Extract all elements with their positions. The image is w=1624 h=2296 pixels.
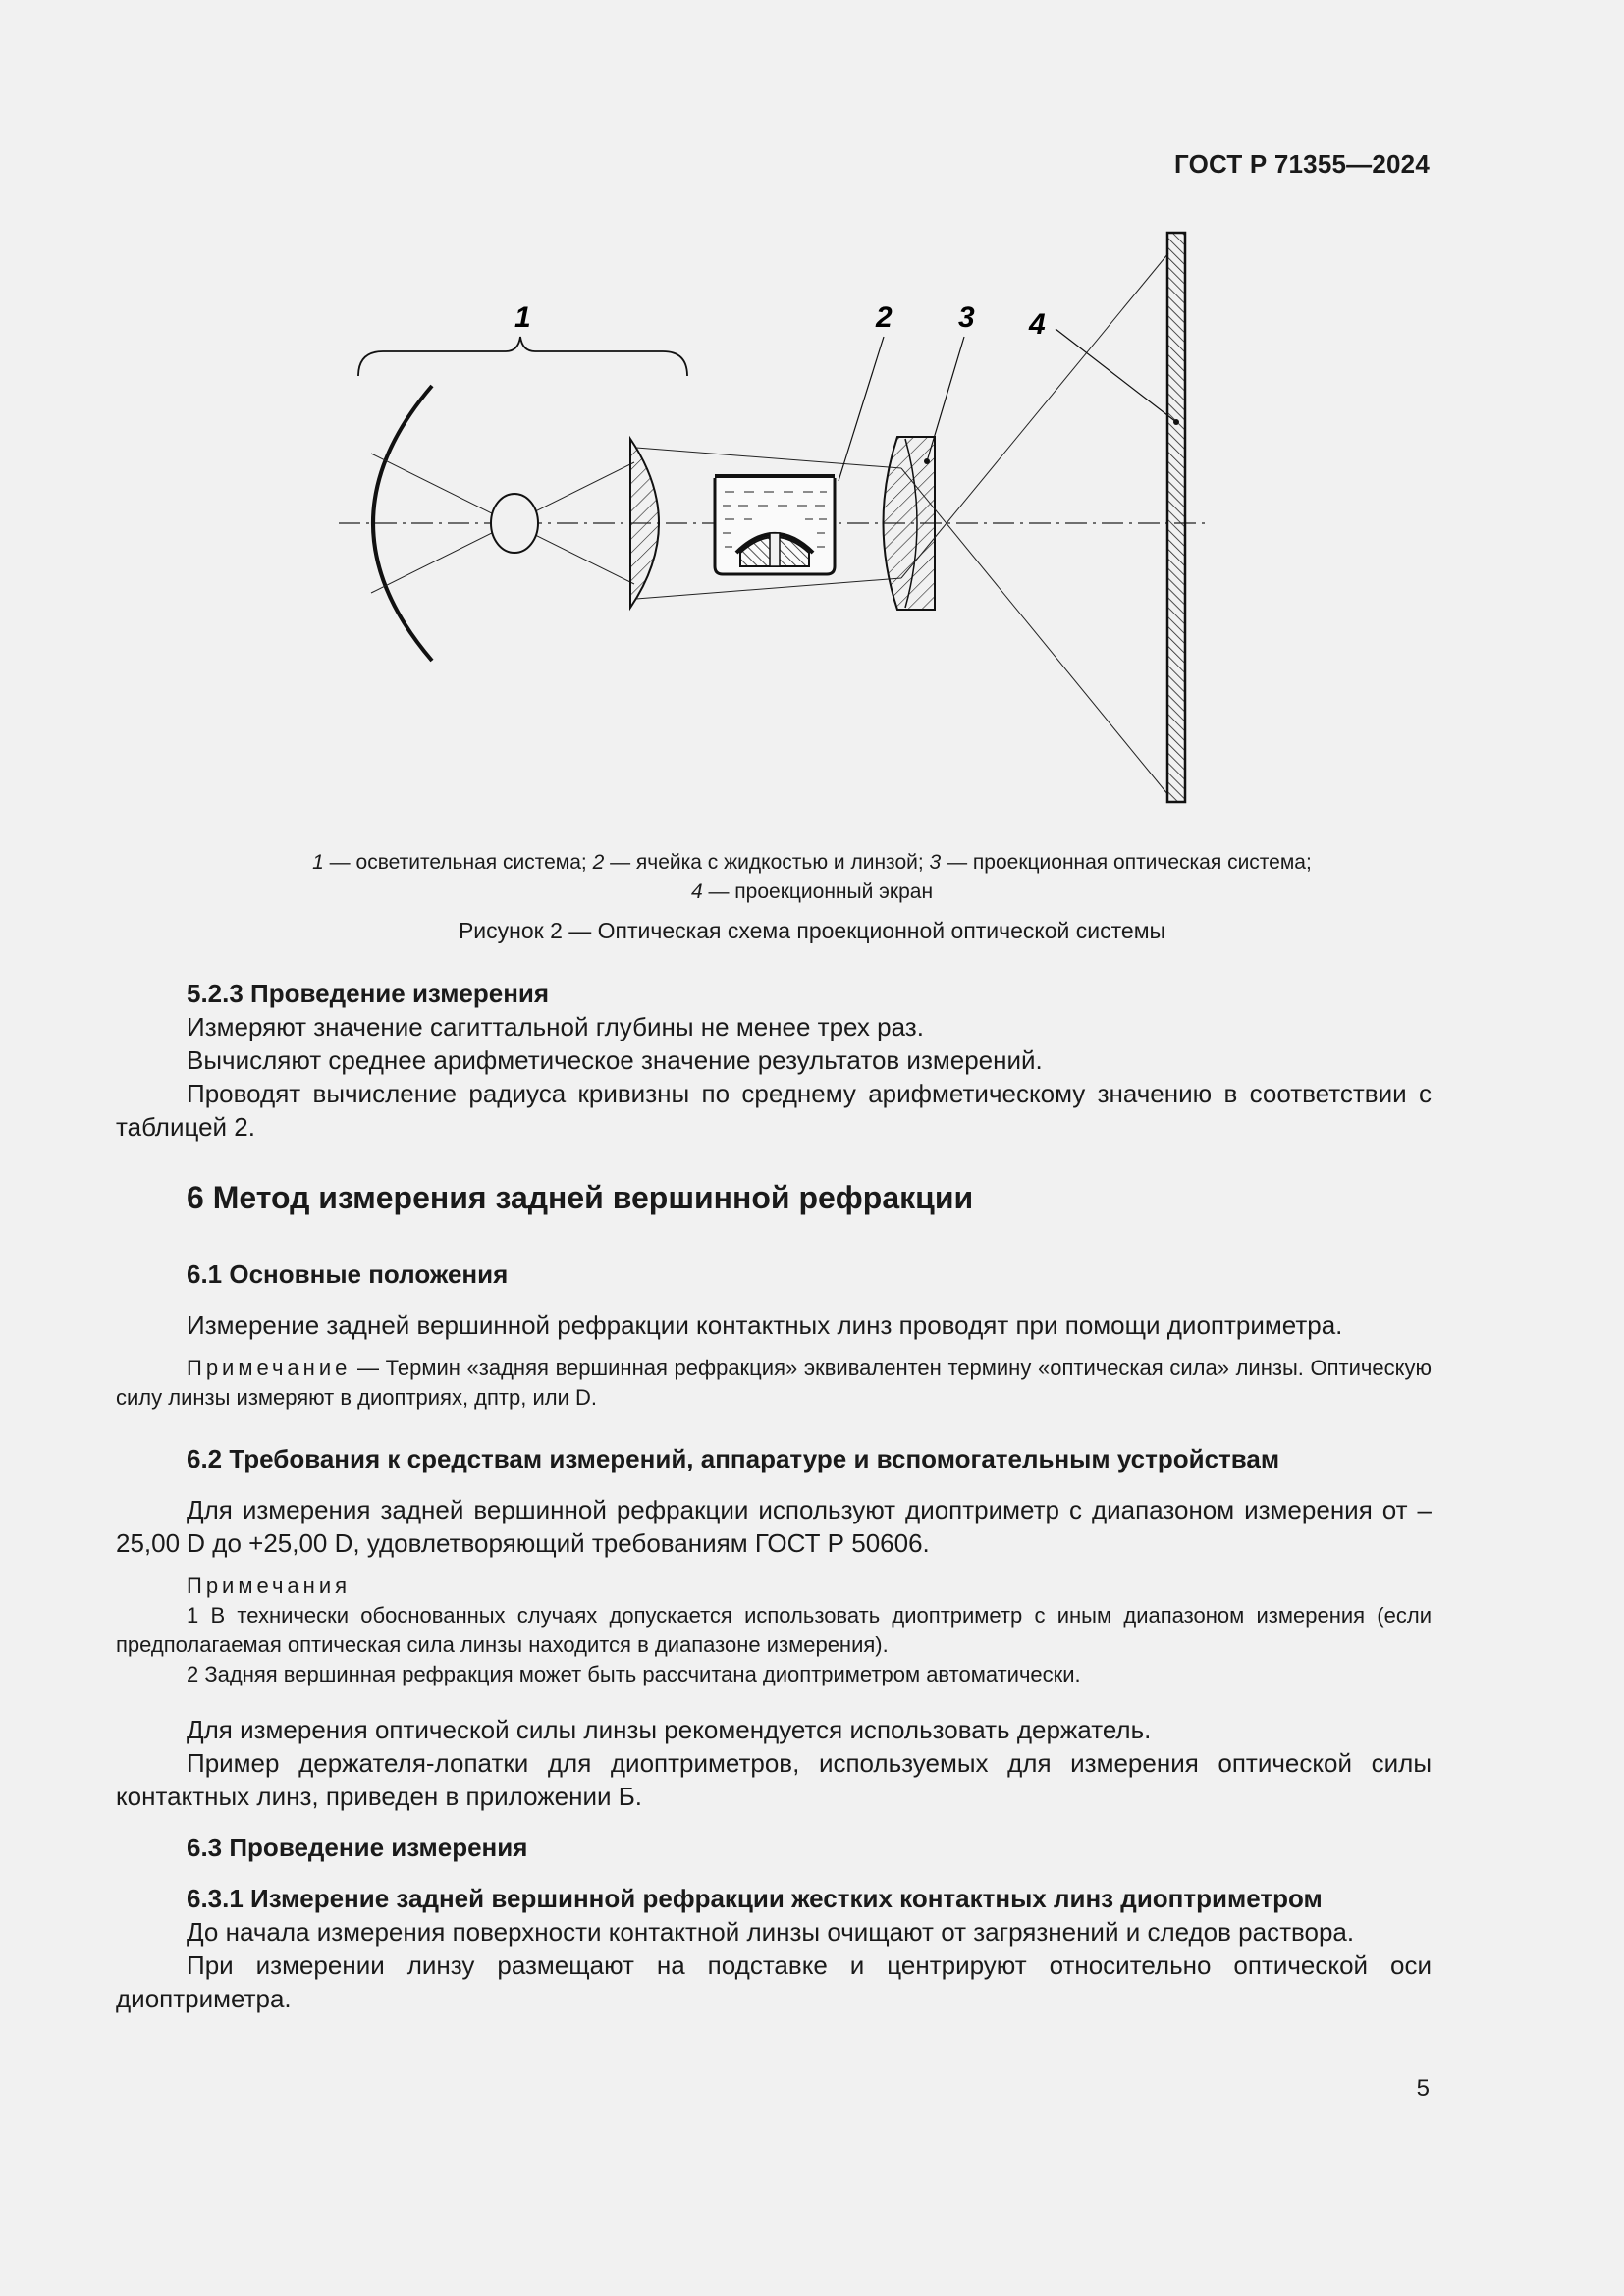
heading-6-1: 6.1 Основные положения	[187, 1259, 509, 1289]
heading-6-3: 6.3 Проведение измерения	[187, 1833, 528, 1862]
legend-line-2: 4 — проекционный экран	[690, 881, 934, 903]
document-id: ГОСТ Р 71355—2024	[1174, 149, 1430, 179]
paragraph: До начала измерения поверхности контактной линзы очищают от загрязнений и следов раствора.	[187, 1917, 1355, 1947]
paragraph: Пример держателя-лопатки для диоптриметров, используемых для измерения оптической силы контактных линз, приведен в приложении Б.	[116, 1748, 1432, 1811]
note: Примечание — Термин «задняя вершинная рефракция» эквивалентен термину «оптическая сила» линзы. Оптическую силу линзы измеряют в диоптриях, дптр, или D.	[116, 1356, 1432, 1410]
callout-1: 1	[514, 301, 531, 334]
document-body	[116, 977, 1432, 2015]
callout-4: 4	[1029, 308, 1046, 341]
figure-legend	[0, 848, 1624, 907]
paragraph: Проводят вычисление радиуса кривизны по среднему арифметическому значению в соответствии с таблицей 2.	[116, 1079, 1432, 1142]
heading-5-2-3: 5.2.3 Проведение измерения	[187, 979, 550, 1008]
condenser-lens	[630, 439, 659, 608]
figure-caption: Рисунок 2 — Оптическая схема проекционной оптической системы	[458, 918, 1166, 943]
paragraph: При измерении линзу размещают на подставке и центрируют относительно оптической оси диоптриметра.	[116, 1950, 1432, 2013]
projection-screen	[1167, 233, 1185, 802]
optical-scheme-figure	[324, 221, 1237, 829]
paragraph: Для измерения задней вершинной рефракции используют диоптриметр с диапазоном измерения от –25,00 D до +25,00 D, удовлетворяющий требованиям ГОСТ Р 50606.	[116, 1495, 1432, 1558]
note-1: 1 В технически обоснованных случаях допускается использовать диоптриметр с иным диапазоном измерения (если предполагаемая оптическая сила линзы находится в диапазоне измерения).	[116, 1603, 1432, 1657]
heading-6-2: 6.2 Требования к средствам измерений, аппаратуре и вспомогательным устройствам	[187, 1444, 1280, 1473]
paragraph: Для измерения оптической силы линзы рекомендуется использовать держатель.	[187, 1715, 1152, 1744]
liquid-cell	[715, 474, 835, 574]
heading-6-3-1: 6.3.1 Измерение задней вершинной рефракции жестких контактных линз диоптриметром	[187, 1884, 1323, 1913]
note-2: 2 Задняя вершинная рефракция может быть рассчитана диоптриметром автоматически.	[187, 1662, 1081, 1686]
legend-line-1: 1 — осветительная система; 2 — ячейка с жидкостью и линзой; 3 — проекционная оптическая система;	[312, 851, 1312, 874]
paragraph: Измерение задней вершинной рефракции контактных линз проводят при помощи диоптриметра.	[187, 1310, 1343, 1340]
page-number: 5	[1416, 2075, 1430, 2102]
callout-3: 3	[958, 301, 975, 334]
notes-label: Примечания	[187, 1574, 352, 1598]
paragraph: Вычисляют среднее арифметическое значение результатов измерений.	[187, 1045, 1043, 1075]
heading-section-6: 6 Метод измерения задней вершинной рефракции	[187, 1180, 974, 1215]
paragraph: Измеряют значение сагиттальной глубины не менее трех раз.	[187, 1012, 924, 1041]
callout-2: 2	[876, 301, 893, 334]
lamp-filament	[491, 494, 538, 553]
